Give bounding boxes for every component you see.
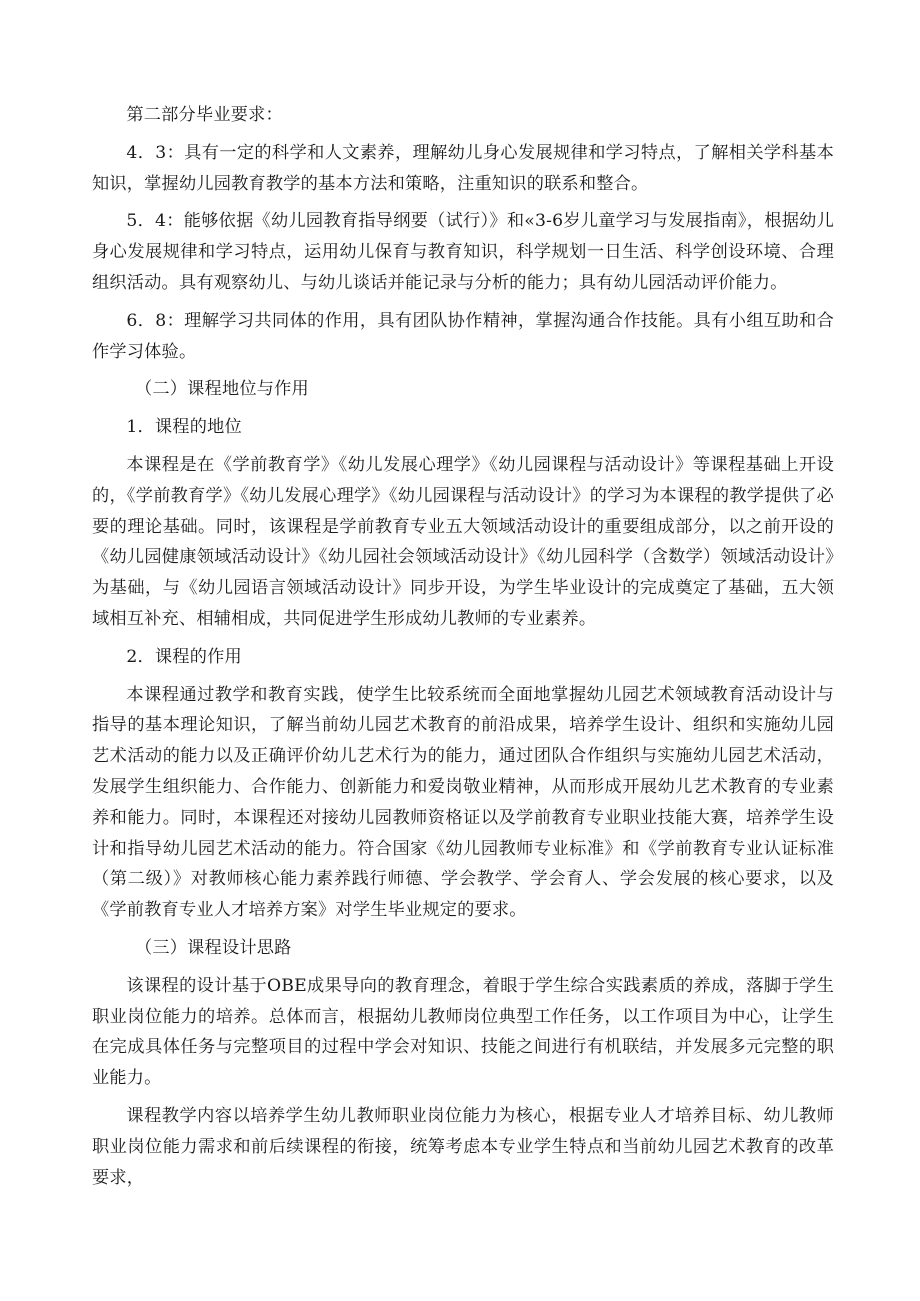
paragraph-course-design: 该课程的设计基于OBE成果导向的教育理念，着眼于学生综合实践素质的养成，落脚于学生职业岗位能力的培养。总体而言，根据幼儿教师岗位典型工作任务，以工作项目为中心，让学生在完成具体任务与完整项目的过程中学会对知识、技能之间进行有机联结，并发展多元完整的职业能力。 bbox=[92, 975, 834, 1089]
paragraph-course-position: 本课程是在《学前教育学》《幼儿发展心理学》《幼儿园课程与活动设计》等课程基础上开设的，《学前教育学》《幼儿发展心理学》《幼儿园课程与活动设计》的学习为本课程的教学提供了必要的理论基础。同时，该课程是学前教育专业五大领域活动设计的重要组成部分，以之前开设的《幼儿园健康领域活动设计》《幼儿园社会领域活动设计》《幼儿园科学（含数学）领域活动设计》为基础，与《幼儿园语言领域活动设计》同步开设，为学生毕业设计的完成奠定了基础，五大领域相互补充、相辅相成，共同促进学生形成幼儿教师的专业素养。 bbox=[92, 454, 834, 629]
requirement-6-8: 6．8：理解学习共同体的作用，具有团队协作精神，掌握沟通合作技能。具有小组互助和合作学习体验。 bbox=[92, 310, 834, 362]
requirement-4-3: 4．3：具有一定的科学和人文素养，理解幼儿身心发展规律和学习特点，了解相关学科基本知识，掌握幼儿园教育教学的基本方法和策略，注重知识的联系和整合。 bbox=[92, 142, 834, 194]
document-body bbox=[92, 100, 834, 1193]
subheading-course-position: 1．课程的地位 bbox=[126, 417, 242, 438]
subheading-course-role: 2．课程的作用 bbox=[126, 646, 242, 667]
requirement-5-4: 5．4：能够依据《幼儿园教育指导纲要（试行）》和«3-6岁儿童学习与发展指南》，根据幼儿身心发展规律和学习特点，运用幼儿保育与教育知识，科学规划一日生活、科学创设环境、合理组织活动。具有观察幼儿、与幼儿谈话并能记录与分析的能力；具有幼儿园活动评价能力。 bbox=[92, 211, 834, 293]
heading-course-design-approach: （三）课程设计思路 bbox=[135, 937, 292, 958]
paragraph-course-content: 课程教学内容以培养学生幼儿教师职业岗位能力为核心，根据专业人才培养目标、幼儿教师职业岗位能力需求和前后续课程的衔接，统筹考虑本专业学生特点和当前幼儿园艺术教育的改革要求， bbox=[92, 1105, 834, 1188]
heading-course-position-and-role: （二）课程地位与作用 bbox=[135, 379, 309, 400]
section-title-graduation-requirements: 第二部分毕业要求： bbox=[126, 105, 283, 125]
paragraph-course-role: 本课程通过教学和教育实践，使学生比较系统而全面地掌握幼儿园艺术领域教育活动设计与指导的基本理论知识，了解当前幼儿园艺术教育的前沿成果，培养学生设计、组织和实施幼儿园艺术活动的能力以及正确评价幼儿艺术行为的能力，通过团队合作组织与实施幼儿园艺术活动，发展学生组织能力、合作能力、创新能力和爱岗敬业精神，从而形成开展幼儿艺术教育的专业素养和能力。同时，本课程还对接幼儿园教师资格证以及学前教育专业职业技能大赛，培养学生设计和指导幼儿园艺术活动的能力。符合国家《幼儿园教师专业标准》和《学前教育专业认证标准（第二级）》对教师核心能力素养践行师德、学会教学、学会育人、学会发展的核心要求，以及《学前教育专业人才培养方案》对学生毕业规定的要求。 bbox=[92, 684, 834, 921]
